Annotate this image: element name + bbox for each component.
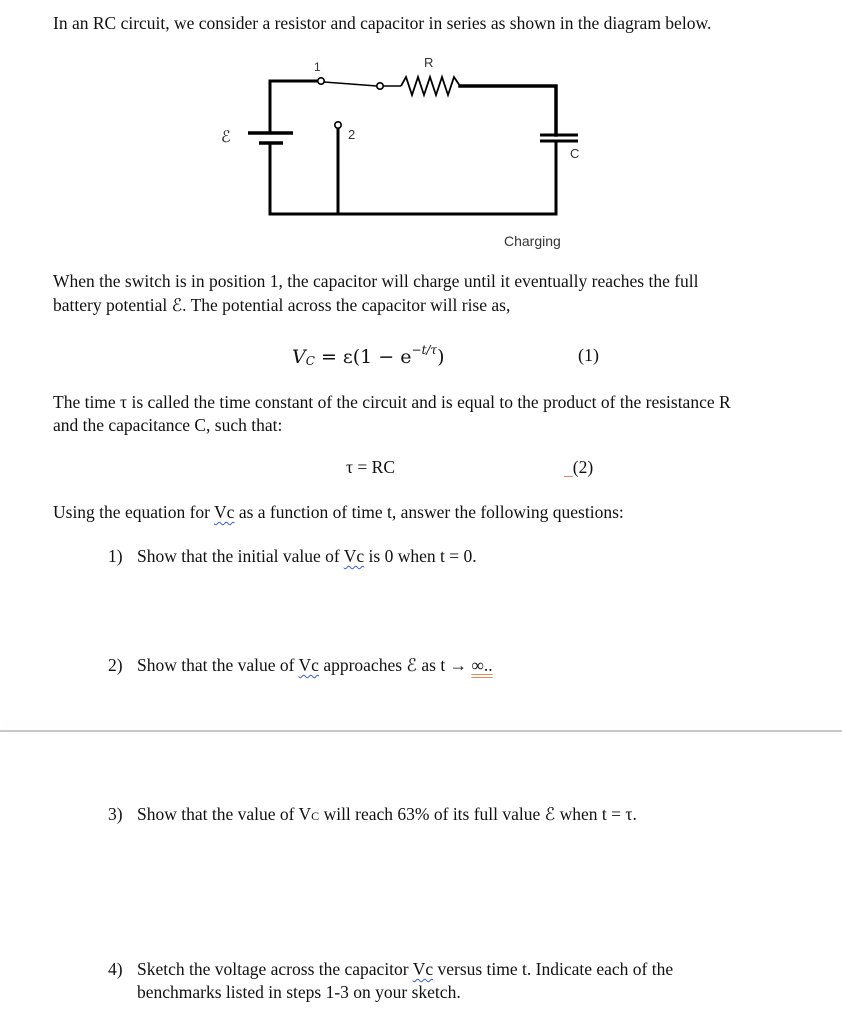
question-2: 2) Show that the value of Vc approaches ℰ as t → ∞.. bbox=[108, 655, 493, 675]
question-4-line-1: 4) Sketch the voltage across the capacitor Vc versus time t. Indicate each of the bbox=[108, 959, 674, 979]
switch-terminal-2 bbox=[335, 122, 341, 128]
diagram-caption: Charging bbox=[504, 233, 561, 249]
rc-circuit-diagram bbox=[0, 0, 842, 260]
equation-2-number-wrapper bbox=[564, 456, 593, 479]
question-1: 1) Show that the initial value of Vc is 0 when t = 0. bbox=[108, 546, 477, 566]
label-capacitor: C bbox=[570, 146, 580, 161]
label-switch-1: 1 bbox=[314, 60, 321, 74]
capacitor-symbol bbox=[540, 135, 578, 141]
intro-text: In an RC circuit, we consider a resistor and capacitor in series as shown in the diagram below. bbox=[53, 13, 712, 33]
equation-2-number: (2) bbox=[572, 457, 594, 477]
equation-1-number: (1) bbox=[578, 345, 599, 365]
equation-2: τ = RC bbox=[346, 457, 395, 477]
switch-terminal-1 bbox=[318, 78, 324, 84]
equation-1: VC = $\varepsilon(1 - e^{-t/\tau})$ bbox=[292, 343, 445, 368]
wire-left-top bbox=[270, 81, 318, 133]
paragraph-1-line-1: When the switch is in position 1, the capacitor will charge until it eventually reaches the full bbox=[53, 271, 699, 291]
wire-bottom-loop bbox=[270, 141, 556, 214]
label-emf: ℰ bbox=[221, 127, 231, 146]
label-switch-2: 2 bbox=[348, 127, 356, 142]
question-3: 3) Show that the value of VC will reach 63% of its full value ℰ when t = τ. bbox=[108, 804, 637, 824]
label-resistor: R bbox=[424, 55, 434, 70]
battery-symbol bbox=[248, 133, 293, 143]
paragraph-2-line-1: The time τ is called the time constant of the circuit and is equal to the product of the resistance R bbox=[53, 392, 731, 412]
question-4-line-2: benchmarks listed in steps 1-3 on your sketch. bbox=[137, 982, 461, 1002]
paragraph-1-line-2: battery potential ℰ. The potential across the capacitor will rise as, bbox=[53, 295, 511, 315]
switch-pivot bbox=[377, 83, 383, 89]
wire-right-top bbox=[460, 86, 556, 135]
instructions-text: Using the equation for Vc as a function of time t, answer the following questions: bbox=[53, 502, 624, 522]
switch-symbol bbox=[318, 78, 401, 128]
paragraph-2-line-2: and the capacitance C, such that: bbox=[53, 415, 283, 435]
resistor-symbol bbox=[401, 77, 460, 95]
page-divider bbox=[0, 730, 842, 732]
